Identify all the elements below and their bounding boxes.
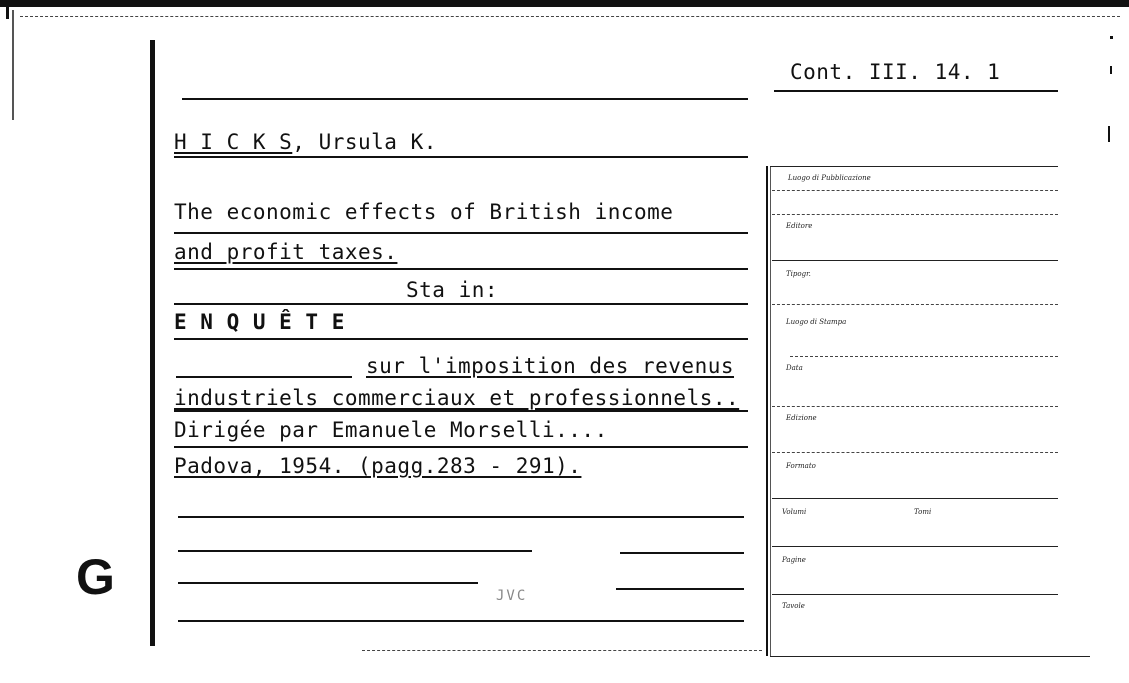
rule-4 — [174, 268, 748, 270]
right-edge-mark-2 — [1110, 66, 1112, 74]
subtitle-line-2: industriels commerciaux et professionnels.. — [174, 386, 740, 410]
form-line-1 — [772, 190, 1058, 191]
author-forename: , Ursula K. — [292, 130, 437, 154]
field-pagine: Pagine — [782, 556, 806, 564]
form-left-rule-2 — [770, 166, 771, 656]
right-edge-mark-1 — [1110, 36, 1113, 39]
form-left-rule — [766, 166, 768, 656]
rule-8 — [174, 410, 748, 412]
classification-mark: Cont. III. 14. 1 — [790, 60, 1001, 84]
form-line-4 — [772, 304, 1058, 305]
faint-stamp: JVC — [496, 588, 528, 604]
rule-12a — [178, 582, 478, 584]
form-line-6 — [772, 406, 1058, 407]
rule-1 — [182, 98, 748, 100]
index-letter: G — [76, 549, 115, 605]
rule-10 — [178, 516, 744, 518]
classification-underline — [774, 90, 1058, 92]
form-line-10 — [772, 594, 1058, 595]
rule-12b — [616, 588, 744, 590]
card-left-rule — [150, 40, 155, 646]
field-tavole: Tavole — [782, 602, 805, 610]
field-data: Data — [786, 364, 803, 372]
form-line-2 — [772, 214, 1058, 215]
subtitle-line-1: sur l'imposition des revenus — [366, 354, 735, 378]
form-line-7 — [772, 452, 1058, 453]
rule-11a — [178, 550, 532, 552]
sta-in-label: Sta in: — [406, 278, 499, 302]
field-tomi: Tomi — [914, 508, 932, 516]
rule-5 — [174, 303, 748, 305]
imprint-line: Padova, 1954. (pagg.283 - 291). — [174, 454, 582, 478]
right-edge-mark-3 — [1108, 126, 1110, 142]
left-edge-mark — [12, 10, 14, 120]
rule-11b — [620, 552, 744, 554]
form-line-5 — [790, 356, 1058, 357]
rule-2 — [174, 156, 748, 158]
field-editore: Editore — [786, 222, 813, 230]
field-volumi: Volumi — [782, 508, 807, 516]
top-border — [0, 0, 1129, 7]
field-tipogr: Tipogr. — [786, 270, 811, 278]
form-line-8 — [772, 498, 1058, 499]
rule-9 — [174, 446, 748, 448]
author-line — [174, 130, 437, 154]
form-line-3 — [772, 260, 1058, 261]
director-line: Dirigée par Emanuele Morselli.... — [174, 418, 608, 442]
title-line-1: The economic effects of British income — [174, 200, 674, 224]
bottom-dash — [362, 650, 762, 651]
rule-13 — [178, 620, 744, 622]
form-top — [770, 166, 1058, 167]
form-line-9 — [772, 546, 1058, 547]
field-luogo-pubblicazione: Luogo di Pubblicazione — [788, 174, 871, 182]
rule-3 — [174, 232, 748, 234]
top-dash-line — [20, 16, 1120, 17]
series-title: E N Q U Ê T E — [174, 310, 345, 334]
field-edizione: Edizione — [786, 414, 817, 422]
rule-6 — [174, 338, 748, 340]
form-bottom — [770, 656, 1090, 657]
title-line-2: and profit taxes. — [174, 240, 398, 264]
rule-7 — [176, 376, 352, 378]
author-surname: H I C K S — [174, 130, 293, 154]
field-formato: Formato — [786, 462, 816, 470]
field-luogo-stampa: Luogo di Stampa — [786, 318, 847, 326]
